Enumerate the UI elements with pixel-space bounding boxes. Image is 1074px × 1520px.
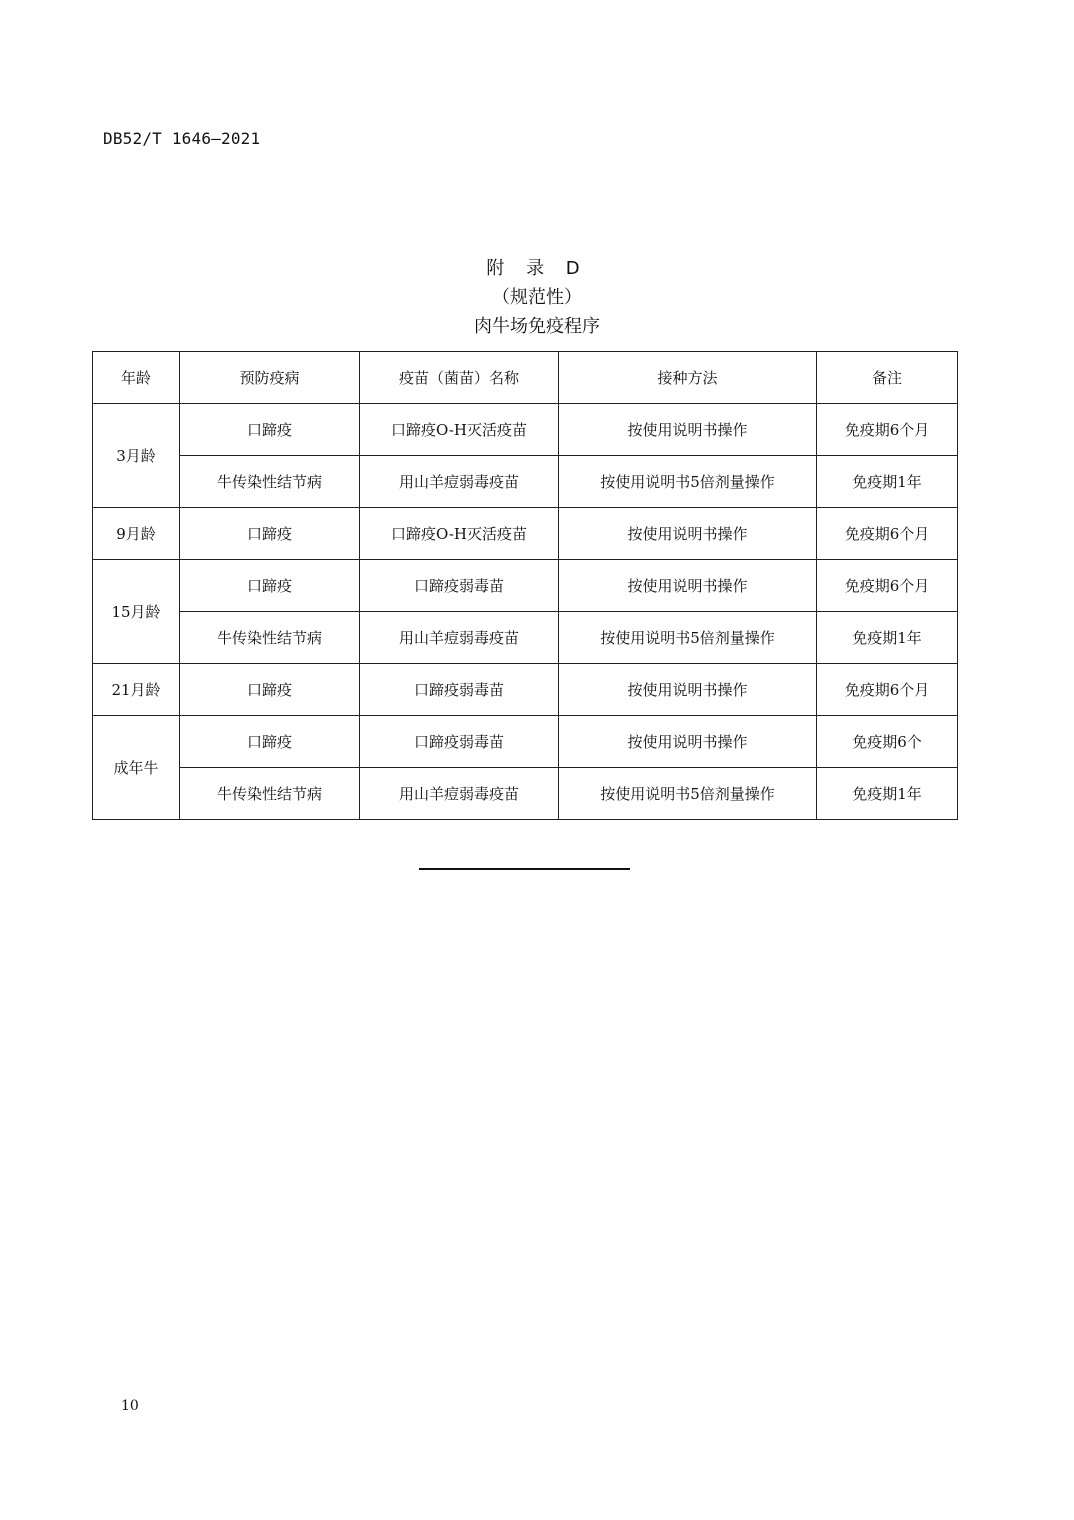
method-cell: 按使用说明书5倍剂量操作 (559, 456, 817, 508)
table-row (93, 664, 958, 716)
note-cell: 免疫期6个月 (817, 404, 958, 456)
table-row (93, 716, 958, 768)
header-method: 接种方法 (559, 352, 817, 404)
method-cell: 按使用说明书5倍剂量操作 (559, 612, 817, 664)
vaccine-cell: 用山羊痘弱毒疫苗 (360, 768, 559, 820)
method-cell: 按使用说明书操作 (559, 560, 817, 612)
vaccine-cell: 口蹄疫O-H灭活疫苗 (360, 404, 559, 456)
disease-cell: 牛传染性结节病 (180, 612, 360, 664)
immunization-schedule-table (92, 351, 958, 820)
disease-cell: 口蹄疫 (180, 716, 360, 768)
header-disease: 预防疫病 (180, 352, 360, 404)
method-cell: 按使用说明书操作 (559, 404, 817, 456)
age-cell: 21月龄 (93, 664, 180, 716)
disease-cell: 口蹄疫 (180, 404, 360, 456)
end-of-document-rule (419, 868, 630, 870)
table-row (93, 508, 958, 560)
vaccine-cell: 口蹄疫弱毒苗 (360, 560, 559, 612)
age-cell: 15月龄 (93, 560, 180, 664)
appendix-name: 肉牛场免疫程序 (474, 316, 600, 337)
age-cell: 9月龄 (93, 508, 180, 560)
table-row (93, 404, 958, 456)
header-note: 备注 (817, 352, 958, 404)
vaccine-cell: 口蹄疫弱毒苗 (360, 716, 559, 768)
note-cell: 免疫期6个 (817, 716, 958, 768)
disease-cell: 口蹄疫 (180, 664, 360, 716)
disease-cell: 口蹄疫 (180, 508, 360, 560)
header-vaccine: 疫苗（菌苗）名称 (360, 352, 559, 404)
vaccine-cell: 用山羊痘弱毒疫苗 (360, 612, 559, 664)
note-cell: 免疫期6个月 (817, 508, 958, 560)
disease-cell: 牛传染性结节病 (180, 456, 360, 508)
table-row (93, 612, 958, 664)
table-row (93, 768, 958, 820)
vaccine-cell: 口蹄疫弱毒苗 (360, 664, 559, 716)
note-cell: 免疫期6个月 (817, 560, 958, 612)
table-row (93, 560, 958, 612)
note-cell: 免疫期1年 (817, 612, 958, 664)
table-header-row (93, 352, 958, 404)
method-cell: 按使用说明书操作 (559, 716, 817, 768)
method-cell: 按使用说明书5倍剂量操作 (559, 768, 817, 820)
age-cell: 成年牛 (93, 716, 180, 820)
header-age: 年龄 (93, 352, 180, 404)
method-cell: 按使用说明书操作 (559, 664, 817, 716)
table-row (93, 456, 958, 508)
age-cell: 3月龄 (93, 404, 180, 508)
disease-cell: 牛传染性结节病 (180, 768, 360, 820)
vaccine-cell: 口蹄疫O-H灭活疫苗 (360, 508, 559, 560)
document-code: DB52/T 1646—2021 (103, 129, 261, 148)
method-cell: 按使用说明书操作 (559, 508, 817, 560)
note-cell: 免疫期1年 (817, 456, 958, 508)
note-cell: 免疫期1年 (817, 768, 958, 820)
appendix-title: 附 录 D (486, 258, 588, 279)
appendix-type: （规范性） (492, 287, 582, 308)
disease-cell: 口蹄疫 (180, 560, 360, 612)
page-number: 10 (121, 1398, 139, 1414)
vaccine-cell: 用山羊痘弱毒疫苗 (360, 456, 559, 508)
note-cell: 免疫期6个月 (817, 664, 958, 716)
